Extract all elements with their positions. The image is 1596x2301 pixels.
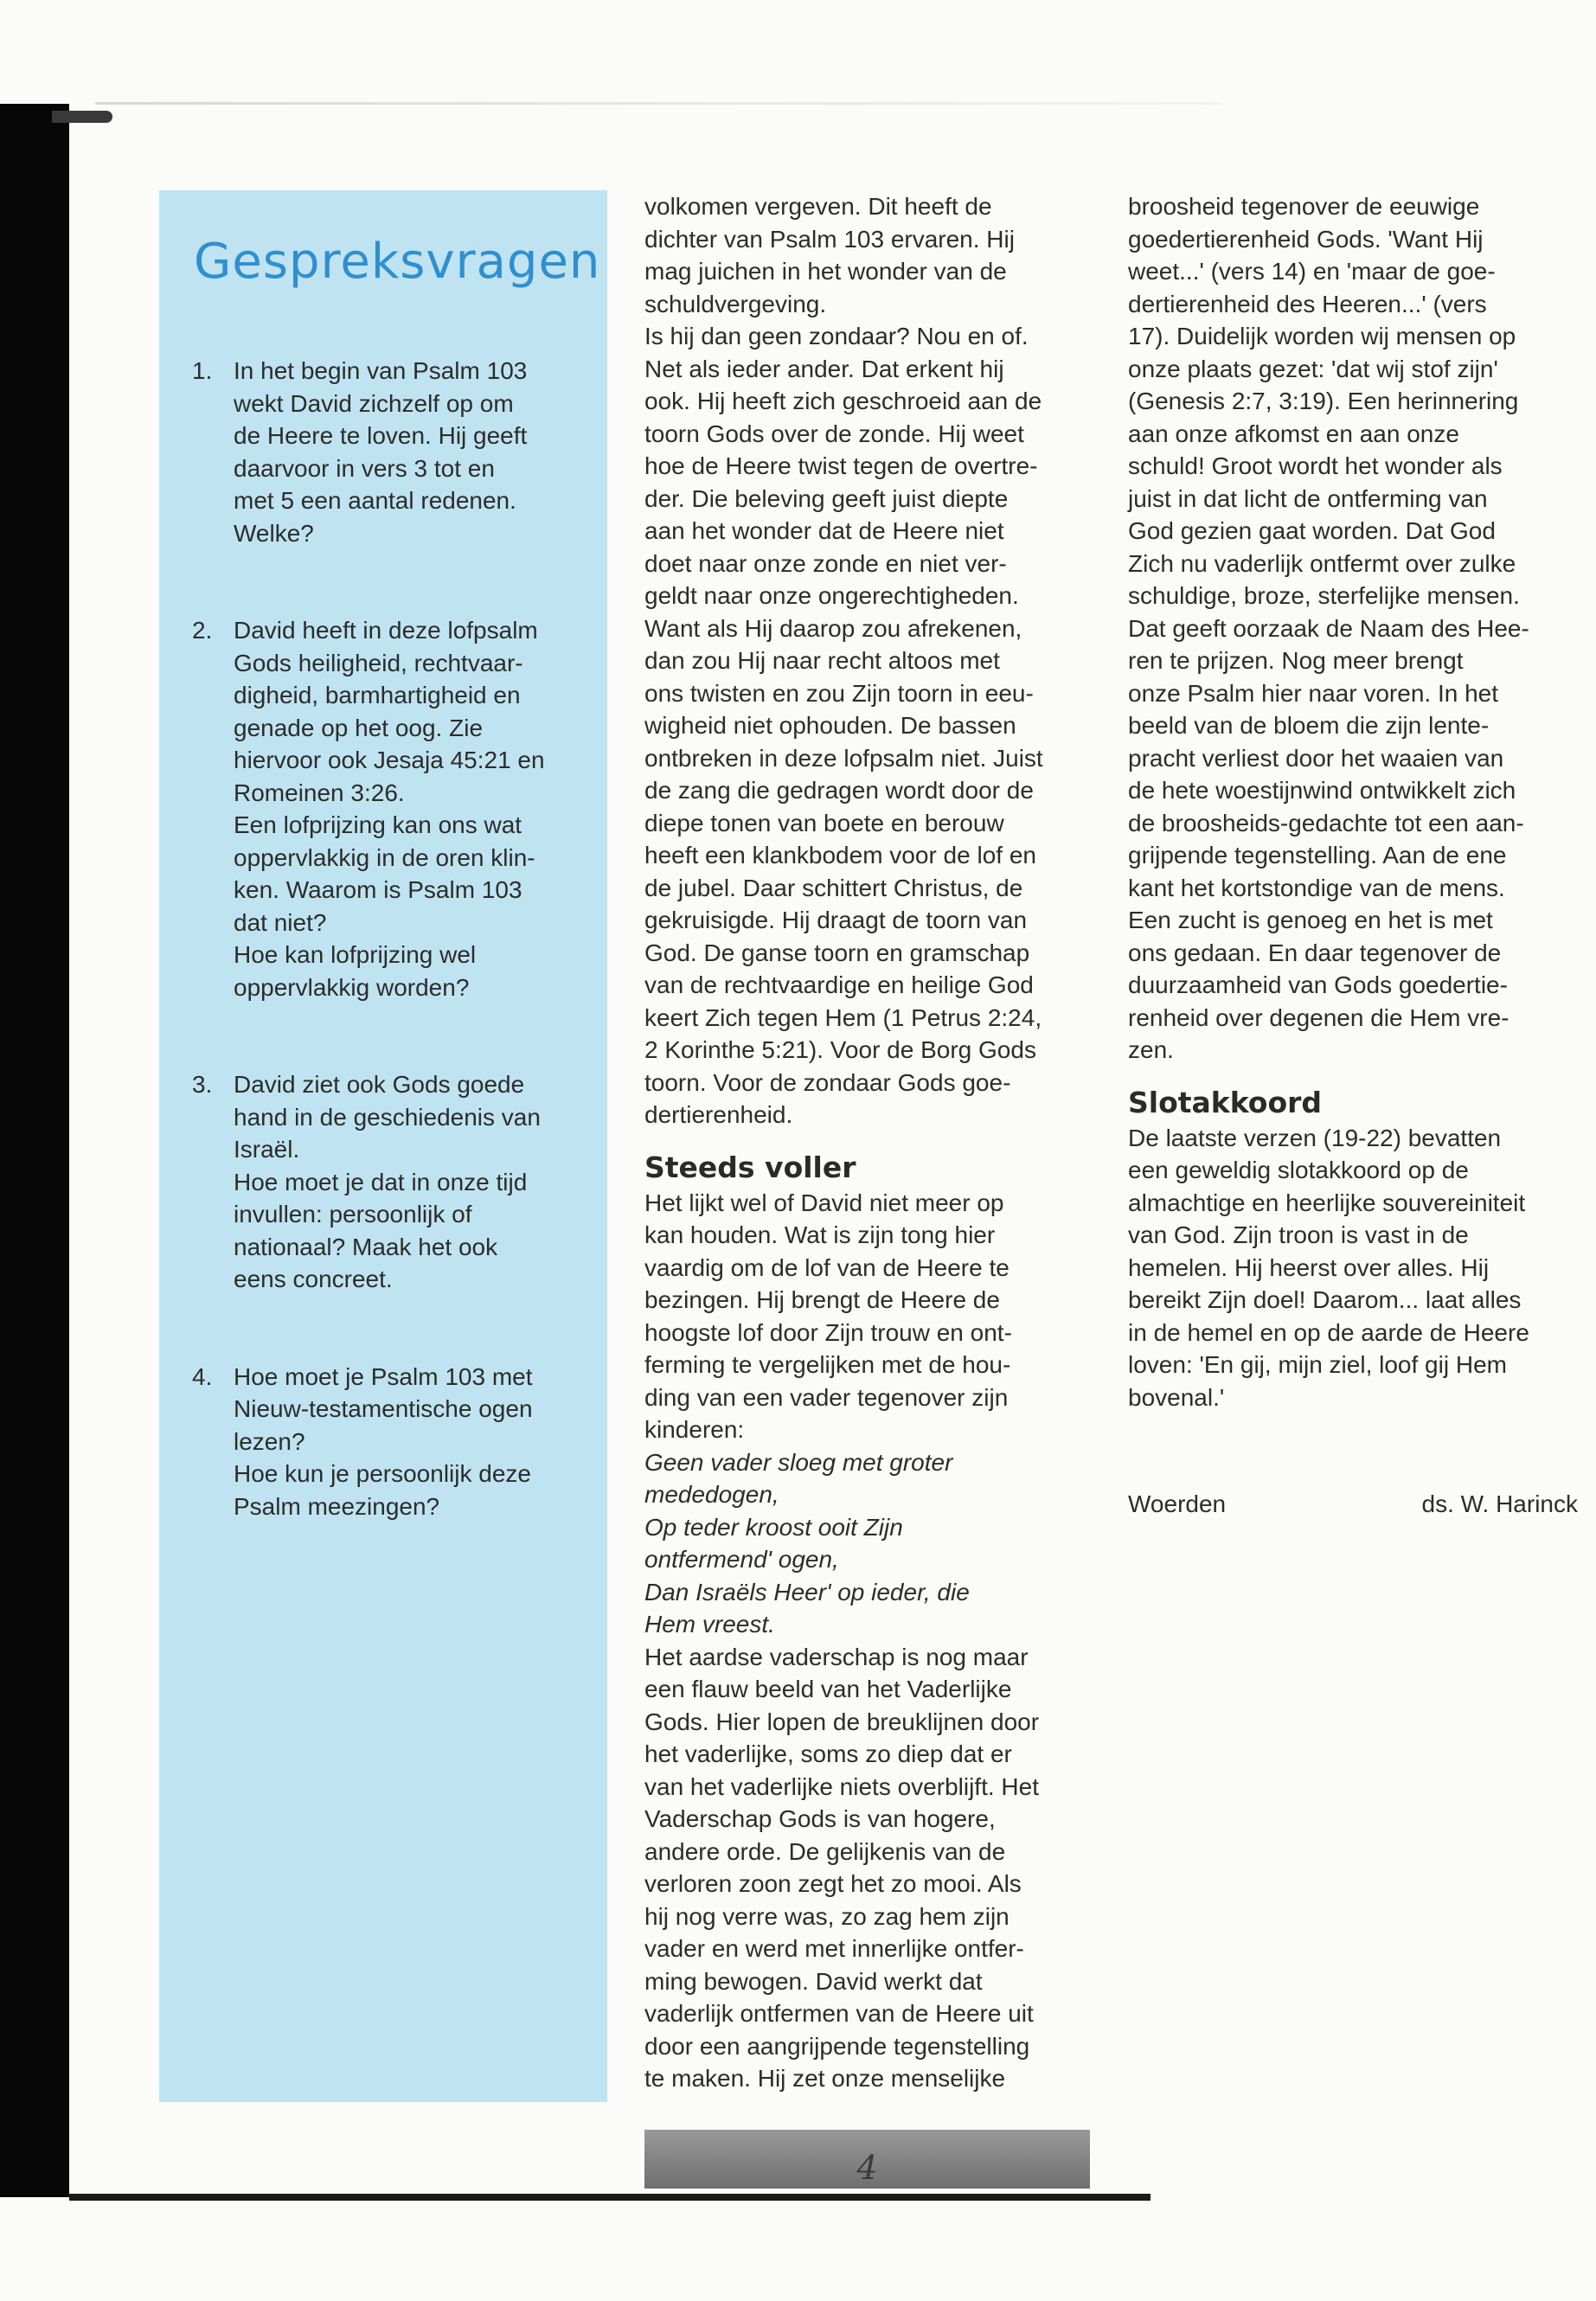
paragraph bbox=[644, 190, 1103, 1131]
text-line: de broosheids-gedachte tot een aan- bbox=[1128, 809, 1524, 836]
text-line: bezingen. Hij brengt de Heere de bbox=[644, 1286, 1000, 1313]
text-line: God. De ganse toorn en gramschap bbox=[644, 939, 1030, 966]
question-number: 1. bbox=[192, 357, 213, 384]
text-line: Want als Hij daarop zou afrekenen, bbox=[644, 614, 1022, 642]
question-text-line: met 5 een aantal redenen. bbox=[234, 487, 516, 514]
text-line: ontfermend' ogen, bbox=[644, 1546, 839, 1573]
text-line: Is hij dan geen zondaar? Nou en of. bbox=[644, 323, 1029, 349]
text-line: 2 Korinthe 5:21). Voor de Borg Gods bbox=[644, 1036, 1036, 1063]
text-line: gekruisigde. Hij draagt de toorn van bbox=[644, 907, 1028, 933]
text-line: ons gedaan. En daar tegenover de bbox=[1128, 939, 1502, 966]
article-column-middle bbox=[644, 190, 1103, 2095]
question-number: 4. bbox=[192, 1362, 213, 1390]
text-line: diepe tonen van boete en berouw bbox=[644, 809, 1004, 836]
question-text-line: eens concreet. bbox=[234, 1266, 393, 1292]
text-line: dichter van Psalm 103 ervaren. Hij bbox=[644, 225, 1015, 253]
text-line: de zang die gedragen wordt door de bbox=[644, 777, 1034, 804]
page-number: 4 bbox=[856, 2149, 878, 2187]
paragraph bbox=[644, 1187, 1103, 1446]
text-line: andere orde. De gelijkenis van de bbox=[644, 1837, 1006, 1865]
question-text-line: oppervlakkig in de oren klin- bbox=[234, 843, 535, 871]
question-text-line: genade op het oog. Zie bbox=[234, 714, 484, 741]
questions-list bbox=[192, 355, 581, 1522]
paragraph bbox=[1128, 1122, 1586, 1414]
question-text-line: digheid, barmhartigheid en bbox=[234, 682, 521, 708]
question-text-line: oppervlakkig worden? bbox=[234, 973, 470, 1001]
text-line: schuldvergeving. bbox=[644, 290, 827, 317]
text-line: toorn. Voor de zondaar Gods goe- bbox=[644, 1068, 1011, 1096]
question-text-line: Hoe kun je persoonlijk deze bbox=[234, 1460, 531, 1487]
text-line: onze Psalm hier naar voren. In het bbox=[1128, 679, 1499, 707]
text-line: van God. Zijn troon is vast in de bbox=[1128, 1221, 1469, 1248]
text-line: ons twisten en zou Zijn toorn in eeu- bbox=[644, 679, 1034, 707]
question-text-line: Hoe moet je dat in onze tijd bbox=[234, 1168, 528, 1195]
text-line: vader en werd met innerlijke ontfer- bbox=[644, 1935, 1024, 1962]
question-text-line: nationaal? Maak het ook bbox=[234, 1233, 498, 1260]
signoff-author: ds. W. Harinck bbox=[1421, 1490, 1578, 1517]
text-line: te maken. Hij zet onze menselijke bbox=[644, 2065, 1006, 2092]
question-text-line: Nieuw-testamentische ogen bbox=[234, 1395, 533, 1422]
text-line: de hete woestijnwind ontwikkelt zich bbox=[1128, 777, 1516, 804]
paragraph bbox=[1128, 190, 1586, 1067]
text-line: dan zou Hij naar recht altoos met bbox=[644, 647, 1000, 674]
question-text-line: ken. Waarom is Psalm 103 bbox=[234, 876, 522, 903]
question-text-line: David heeft in deze lofpsalm bbox=[234, 617, 538, 644]
text-line: Vaderschap Gods is van hogere, bbox=[644, 1805, 996, 1832]
text-line: een geweldig slotakkoord op de bbox=[1128, 1157, 1469, 1183]
question-item bbox=[192, 355, 581, 549]
question-text-line: wekt David zichzelf op om bbox=[234, 389, 514, 417]
text-line: mag juichen in het wonder van de bbox=[644, 258, 1007, 285]
text-line: onze plaats gezet: 'dat wij stof zijn' bbox=[1128, 355, 1498, 382]
text-line: heeft een klankbodem voor de lof en bbox=[644, 842, 1036, 868]
question-text-line: Een lofprijzing kan ons wat bbox=[234, 811, 522, 838]
scan-top-edge bbox=[95, 102, 1220, 105]
question-text-line: hiervoor ook Jesaja 45:21 en bbox=[234, 747, 545, 773]
text-line: hoe de Heere twist tegen de overtre- bbox=[644, 452, 1038, 479]
question-text-line: Welke? bbox=[234, 519, 314, 547]
question-item bbox=[192, 1068, 581, 1296]
section-heading: Steeds voller bbox=[644, 1150, 856, 1184]
text-line: der. Die beleving geeft juist diepte bbox=[644, 484, 1009, 512]
section-heading: Slotakkoord bbox=[1128, 1085, 1323, 1119]
text-line: bovenal.' bbox=[1128, 1383, 1225, 1411]
text-line: mededogen, bbox=[644, 1481, 779, 1508]
text-line: Gods. Hier lopen de breuklijnen door bbox=[644, 1708, 1040, 1735]
text-line: dertierenheid. bbox=[644, 1101, 793, 1128]
text-line: ding van een vader tegenover zijn bbox=[644, 1383, 1009, 1411]
psalm-verse bbox=[644, 1446, 1103, 1641]
text-line: geldt naar onze ongerechtigheden. bbox=[644, 582, 1019, 609]
text-line: God gezien gaat worden. Dat God bbox=[1128, 517, 1496, 544]
text-line: (Genesis 2:7, 3:19). Een herinnering bbox=[1128, 388, 1519, 414]
text-line: hoogste lof door Zijn trouw en ont- bbox=[644, 1318, 1012, 1346]
text-line: hemelen. Hij heerst over alles. Hij bbox=[1128, 1253, 1490, 1281]
text-line: broosheid tegenover de eeuwige bbox=[1128, 193, 1480, 220]
text-line: wigheid niet ophouden. De bassen bbox=[644, 712, 1016, 739]
page-number-tab bbox=[644, 2130, 1090, 2189]
text-line: Zich nu vaderlijk ontfermt over zulke bbox=[1128, 549, 1516, 577]
scan-left-border bbox=[0, 104, 69, 2197]
question-text-line: Hoe moet je Psalm 103 met bbox=[234, 1362, 533, 1390]
text-line: Geen vader sloeg met groter bbox=[644, 1448, 953, 1476]
text-line: ferming te vergelijken met de hou- bbox=[644, 1351, 1011, 1378]
text-line: hij nog verre was, zo zag hem zijn bbox=[644, 1902, 1010, 1930]
text-line: Het aardse vaderschap is nog maar bbox=[644, 1643, 1029, 1670]
text-line: volkomen vergeven. Dit heeft de bbox=[644, 193, 992, 220]
text-line: Dan Israëls Heer' op ieder, die bbox=[644, 1578, 970, 1606]
text-line: schuld! Groot wordt het wonder als bbox=[1128, 452, 1503, 479]
text-line: weet...' (vers 14) en 'maar de goe- bbox=[1128, 258, 1496, 285]
question-text-line: invullen: persoonlijk of bbox=[234, 1201, 472, 1227]
question-text-line: Gods heiligheid, rechtvaar- bbox=[234, 649, 523, 676]
text-line: vaderlijk ontfermen van de Heere uit bbox=[644, 2000, 1034, 2027]
paragraph bbox=[644, 1641, 1103, 2095]
text-line: ook. Hij heeft zich geschroeid aan de bbox=[644, 388, 1042, 414]
text-line: Dat geeft oorzaak de Naam des Hee- bbox=[1128, 614, 1529, 642]
question-text-line: Hoe kan lofprijzing wel bbox=[234, 941, 477, 968]
text-line: Het lijkt wel of David niet meer op bbox=[644, 1189, 1004, 1216]
question-number: 3. bbox=[192, 1071, 213, 1098]
text-line: renheid over degenen die Hem vre- bbox=[1128, 1003, 1509, 1031]
text-line: Een zucht is genoeg en het is met bbox=[1128, 907, 1493, 933]
text-line: pracht verliest door het waaien van bbox=[1128, 744, 1504, 772]
text-line: aan het wonder dat de Heere niet bbox=[644, 517, 1004, 544]
scan-left-tip bbox=[52, 111, 112, 123]
text-line: dertierenheid des Heeren...' (vers bbox=[1128, 290, 1487, 317]
question-text-line: Psalm meezingen? bbox=[234, 1492, 440, 1520]
text-line: kan houden. Wat is zijn tong hier bbox=[644, 1221, 996, 1248]
text-line: kant het kortstondige van de mens. bbox=[1128, 874, 1505, 901]
text-line: goedertierenheid Gods. 'Want Hij bbox=[1128, 225, 1484, 253]
text-line: een flauw beeld van het Vaderlijke bbox=[644, 1676, 1012, 1702]
text-line: duurzaamheid van Gods goedertie- bbox=[1128, 971, 1508, 998]
text-line: kinderen: bbox=[644, 1416, 745, 1443]
sidebar-title: Gespreksvragen bbox=[194, 234, 601, 290]
text-line: De laatste verzen (19-22) bevatten bbox=[1128, 1124, 1502, 1151]
text-line: bereikt Zijn doel! Daarom... laat alles bbox=[1128, 1286, 1522, 1313]
text-line: van het vaderlijke niets overblijft. Het bbox=[644, 1772, 1039, 1800]
text-line: keert Zich tegen Hem (1 Petrus 2:24, bbox=[644, 1003, 1042, 1031]
text-line: Hem vreest. bbox=[644, 1611, 775, 1638]
text-line: zen. bbox=[1128, 1036, 1174, 1063]
text-line: loven: 'En gij, mijn ziel, loof gij Hem bbox=[1128, 1351, 1507, 1378]
text-line: grijpende tegenstelling. Aan de ene bbox=[1128, 842, 1507, 868]
question-item bbox=[192, 1361, 581, 1523]
text-line: ren te prijzen. Nog meer brengt bbox=[1128, 647, 1464, 674]
question-text-line: Israël. bbox=[234, 1136, 300, 1163]
text-line: almachtige en heerlijke souvereiniteit bbox=[1128, 1189, 1526, 1216]
signoff-place: Woerden bbox=[1128, 1490, 1227, 1517]
text-line: 17). Duidelijk worden wij mensen op bbox=[1128, 323, 1516, 349]
text-line: beeld van de bloem die zijn lente- bbox=[1128, 712, 1490, 739]
scan-bottom-border bbox=[69, 2194, 1151, 2201]
question-item bbox=[192, 614, 581, 1003]
text-line: het vaderlijke, soms zo diep dat er bbox=[644, 1740, 1012, 1767]
question-text-line: de Heere te loven. Hij geeft bbox=[234, 422, 528, 449]
text-line: schuldige, broze, sterfelijke mensen. bbox=[1128, 582, 1520, 609]
text-line: Op teder kroost ooit Zijn bbox=[644, 1513, 903, 1541]
text-line: door een aangrijpende tegenstelling bbox=[644, 2032, 1030, 2060]
text-line: Net als ieder ander. Dat erkent hij bbox=[644, 355, 1004, 382]
text-line: vaardig om de lof van de Heere te bbox=[644, 1253, 1010, 1281]
text-line: ontbreken in deze lofpsalm niet. Juist bbox=[644, 744, 1043, 772]
question-text-line: David ziet ook Gods goede bbox=[234, 1071, 525, 1098]
question-number: 2. bbox=[192, 617, 213, 644]
question-text-line: dat niet? bbox=[234, 908, 327, 936]
question-text-line: lezen? bbox=[234, 1427, 305, 1455]
text-line: ming bewogen. David werkt dat bbox=[644, 1967, 983, 1995]
text-line: juist in dat licht de ontferming van bbox=[1128, 484, 1488, 512]
text-line: van de rechtvaardige en heilige God bbox=[644, 971, 1034, 998]
text-line: toorn Gods over de zonde. Hij weet bbox=[644, 420, 1024, 447]
question-text-line: Romeinen 3:26. bbox=[234, 779, 405, 806]
text-line: doet naar onze zonde en niet ver- bbox=[644, 549, 1007, 577]
text-line: de jubel. Daar schittert Christus, de bbox=[644, 874, 1023, 901]
text-line: aan onze afkomst en aan onze bbox=[1128, 420, 1459, 447]
question-text-line: In het begin van Psalm 103 bbox=[234, 357, 528, 384]
text-line: verloren zoon zegt het zo mooi. Als bbox=[644, 1870, 1022, 1897]
text-line: in de hemel en op de aarde de Heere bbox=[1128, 1318, 1529, 1346]
question-text-line: daarvoor in vers 3 tot en bbox=[234, 454, 495, 482]
question-text-line: hand in de geschiedenis van bbox=[234, 1103, 541, 1131]
article-column-right bbox=[1128, 190, 1586, 1413]
